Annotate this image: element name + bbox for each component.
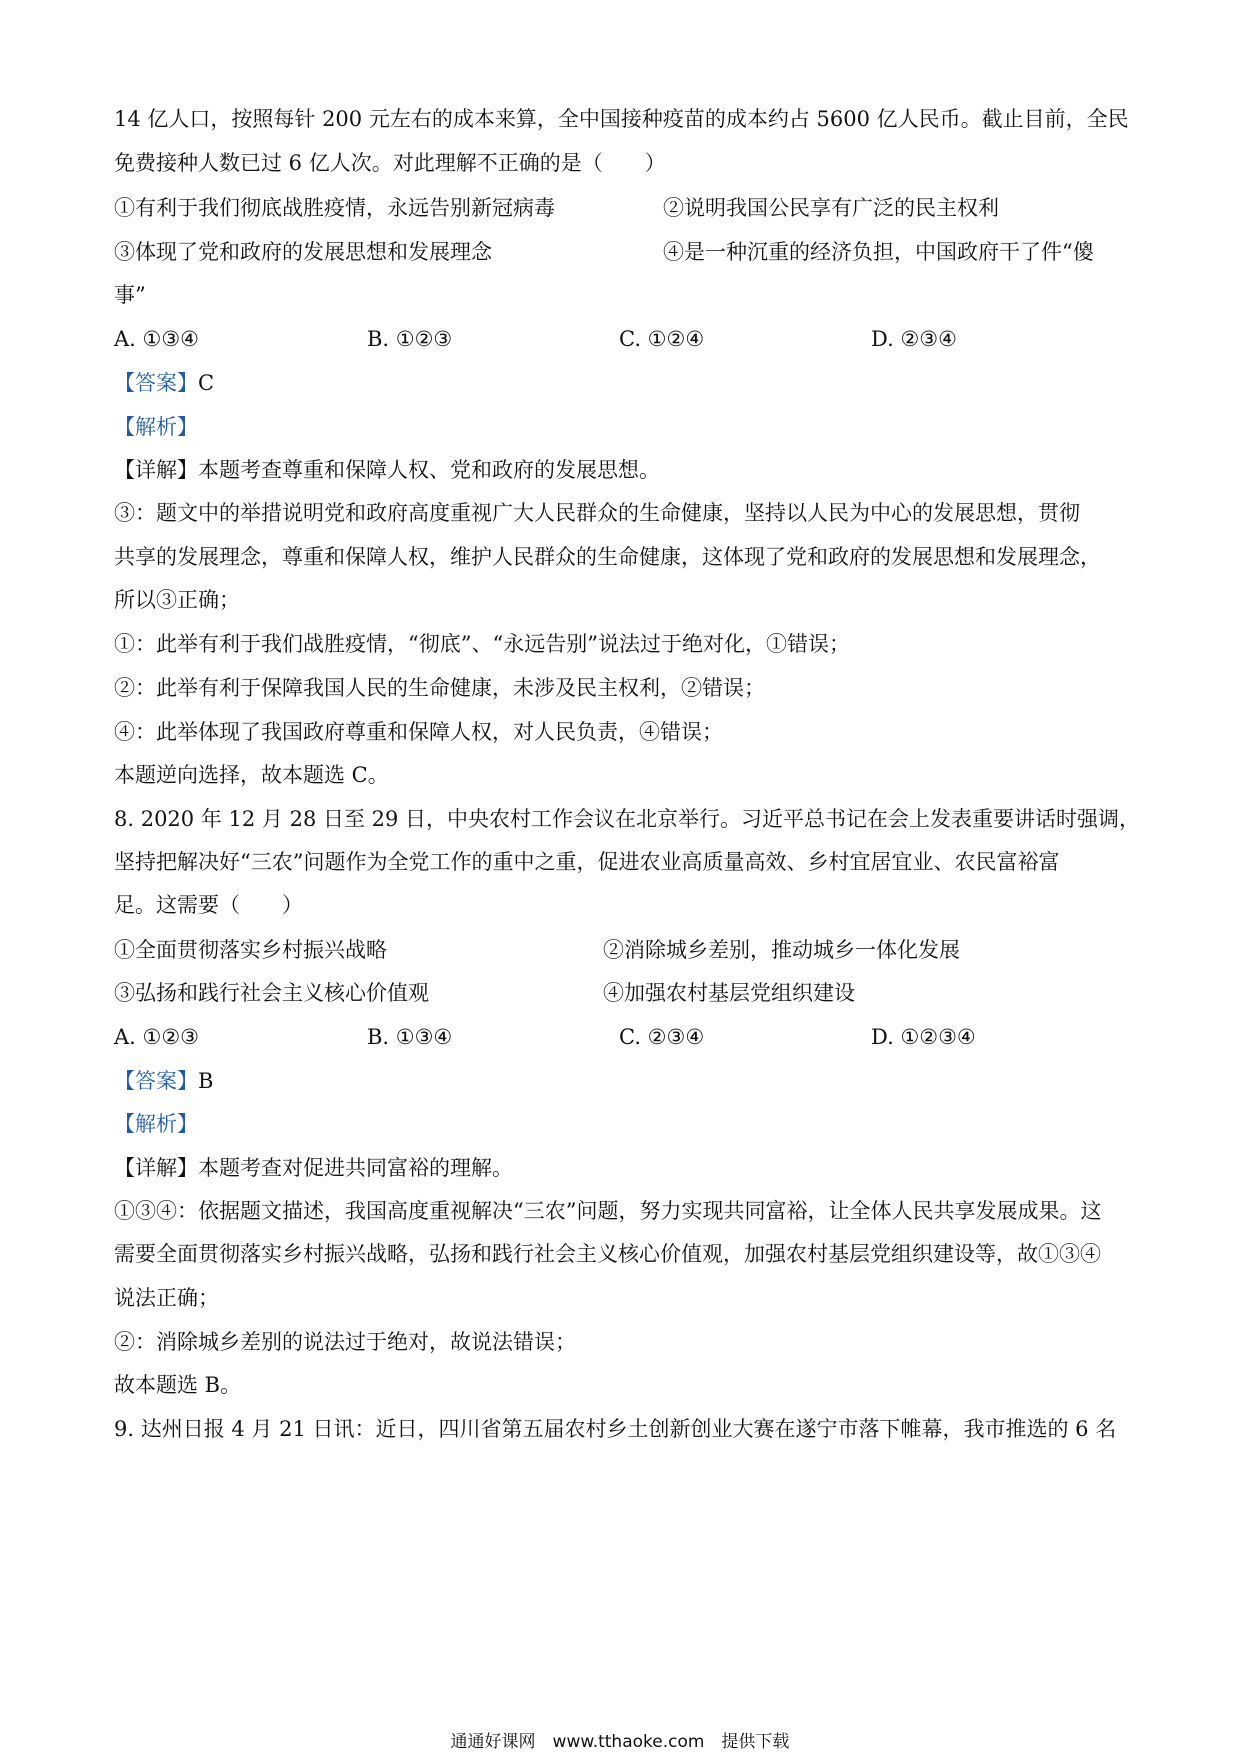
q8-detail-line-5: ②：消除城乡差别的说法过于绝对，故说法错误； bbox=[114, 1330, 576, 1354]
detail-tag: 【详解】 bbox=[114, 1156, 198, 1180]
q7-stem-line-2: 免费接种人数已过 6 亿人次。对此理解不正确的是（ ） bbox=[114, 151, 666, 175]
q8-detail-line-6: 故本题选 B。 bbox=[114, 1373, 242, 1397]
q7-detail-line-1 bbox=[114, 455, 1129, 485]
q7-option-d: D. ②③④ bbox=[871, 327, 957, 351]
q8-detail-line-2: ①③④：依据题文描述，我国高度重视解决“三农”问题，努力实现共同富裕，让全体人民共享发展成果。这 bbox=[114, 1199, 1102, 1223]
q7-option-b: B. ①②③ bbox=[367, 327, 453, 351]
q8-option-a: A. ①②③ bbox=[114, 1025, 199, 1049]
q7-option-c: C. ①②④ bbox=[619, 327, 705, 351]
q7-item-4: ④是一种沉重的经济负担，中国政府干了件“傻 bbox=[663, 240, 1094, 264]
q7-item-2: ②说明我国公民享有广泛的民主权利 bbox=[663, 196, 999, 220]
q7-item-1: ①有利于我们彻底战胜疫情，永远告别新冠病毒 bbox=[114, 196, 555, 220]
q8-options bbox=[114, 1022, 1129, 1052]
q8-item-2: ②消除城乡差别，推动城乡一体化发展 bbox=[603, 938, 960, 962]
q7-detail-line-8: 本题逆向选择，故本题选 C。 bbox=[114, 763, 389, 787]
q8-stem-line-2: 坚持把解决好“三农”问题作为全党工作的重中之重，促进农业高质量高效、乡村宜居宜业、农民富裕富 bbox=[114, 850, 1060, 874]
detail-tag: 【详解】 bbox=[114, 458, 198, 482]
q7-answer bbox=[114, 368, 1129, 398]
analysis-tag: 【解析】 bbox=[114, 1112, 198, 1136]
q8-item-3: ③弘扬和践行社会主义核心价值观 bbox=[114, 981, 429, 1005]
q7-item-3: ③体现了党和政府的发展思想和发展理念 bbox=[114, 240, 492, 264]
q8-item-1: ①全面贯彻落实乡村振兴战略 bbox=[114, 938, 387, 962]
q8-option-c: C. ②③④ bbox=[619, 1025, 705, 1049]
answer-tag: 【答案】 bbox=[114, 1069, 198, 1093]
q7-detail-line-5: ①：此举有利于我们战胜疫情，“彻底”、“永远告别”说法过于绝对化，①错误； bbox=[114, 632, 850, 656]
answer-tag: 【答案】 bbox=[114, 371, 198, 395]
q7-option-a: A. ①③④ bbox=[114, 327, 199, 351]
q7-detail-line-3: 共享的发展理念，尊重和保障人权，维护人民群众的生命健康，这体现了党和政府的发展思想和发展理念， bbox=[114, 545, 1101, 569]
q8-option-b: B. ①③④ bbox=[367, 1025, 453, 1049]
q7-detail-line-6: ②：此举有利于保障我国人民的生命健康，未涉及民主权利，②错误； bbox=[114, 676, 765, 700]
q7-items-row-2 bbox=[114, 237, 1129, 267]
footer-source: 通通好课网 www.tthaoke.com 提供下载 bbox=[450, 1732, 790, 1752]
q7-items-row-1 bbox=[114, 193, 1129, 223]
q8-detail-line-4: 说法正确； bbox=[114, 1286, 219, 1310]
q7-detail-line-2: ③：题文中的举措说明党和政府高度重视广大人民群众的生命健康，坚持以人民为中心的发展思想，贯彻 bbox=[114, 501, 1080, 525]
q8-stem-line-3: 足。这需要（ ） bbox=[114, 893, 303, 917]
q7-options bbox=[114, 324, 1129, 354]
q7-detail-line-7: ④：此举体现了我国政府尊重和保障人权，对人民负责，④错误； bbox=[114, 720, 723, 744]
q8-detail-line-1 bbox=[114, 1153, 1129, 1183]
q7-stem-line-1: 14 亿人口，按照每针 200 元左右的成本来算，全中国接种疫苗的成本约占 5600 亿人民币。截止目前，全民 bbox=[114, 107, 1129, 131]
q8-answer-value: B bbox=[198, 1069, 214, 1093]
q8-item-4: ④加强农村基层党组织建设 bbox=[603, 981, 855, 1005]
q8-items-row-1 bbox=[114, 935, 1129, 965]
q8-stem-line-1: 8. 2020 年 12 月 28 日至 29 日，中央农村工作会议在北京举行。习近平总书记在会上发表重要讲话时强调， bbox=[114, 807, 1141, 831]
q8-detail-intro: 本题考查对促进共同富裕的理解。 bbox=[198, 1156, 513, 1180]
q8-items-row-2 bbox=[114, 978, 1129, 1008]
q7-answer-value: C bbox=[198, 371, 215, 395]
q7-detail-intro: 本题考查尊重和保障人权、党和政府的发展思想。 bbox=[198, 458, 660, 482]
q8-answer bbox=[114, 1066, 1129, 1096]
q8-option-d: D. ①②③④ bbox=[871, 1025, 976, 1049]
q7-analysis bbox=[114, 412, 1129, 442]
q8-detail-line-3: 需要全面贯彻落实乡村振兴战略，弘扬和践行社会主义核心价值观，加强农村基层党组织建设等，故①③④ bbox=[114, 1242, 1101, 1266]
analysis-tag: 【解析】 bbox=[114, 415, 198, 439]
q8-analysis bbox=[114, 1109, 1129, 1139]
q9-stem-line-1: 9. 达州日报 4 月 21 日讯：近日，四川省第五届农村乡土创新创业大赛在遂宁市落下帷幕，我市推选的 6 名 bbox=[114, 1417, 1117, 1441]
q7-detail-line-4: 所以③正确； bbox=[114, 588, 240, 612]
q7-item-4-wrap: 事” bbox=[114, 283, 146, 307]
